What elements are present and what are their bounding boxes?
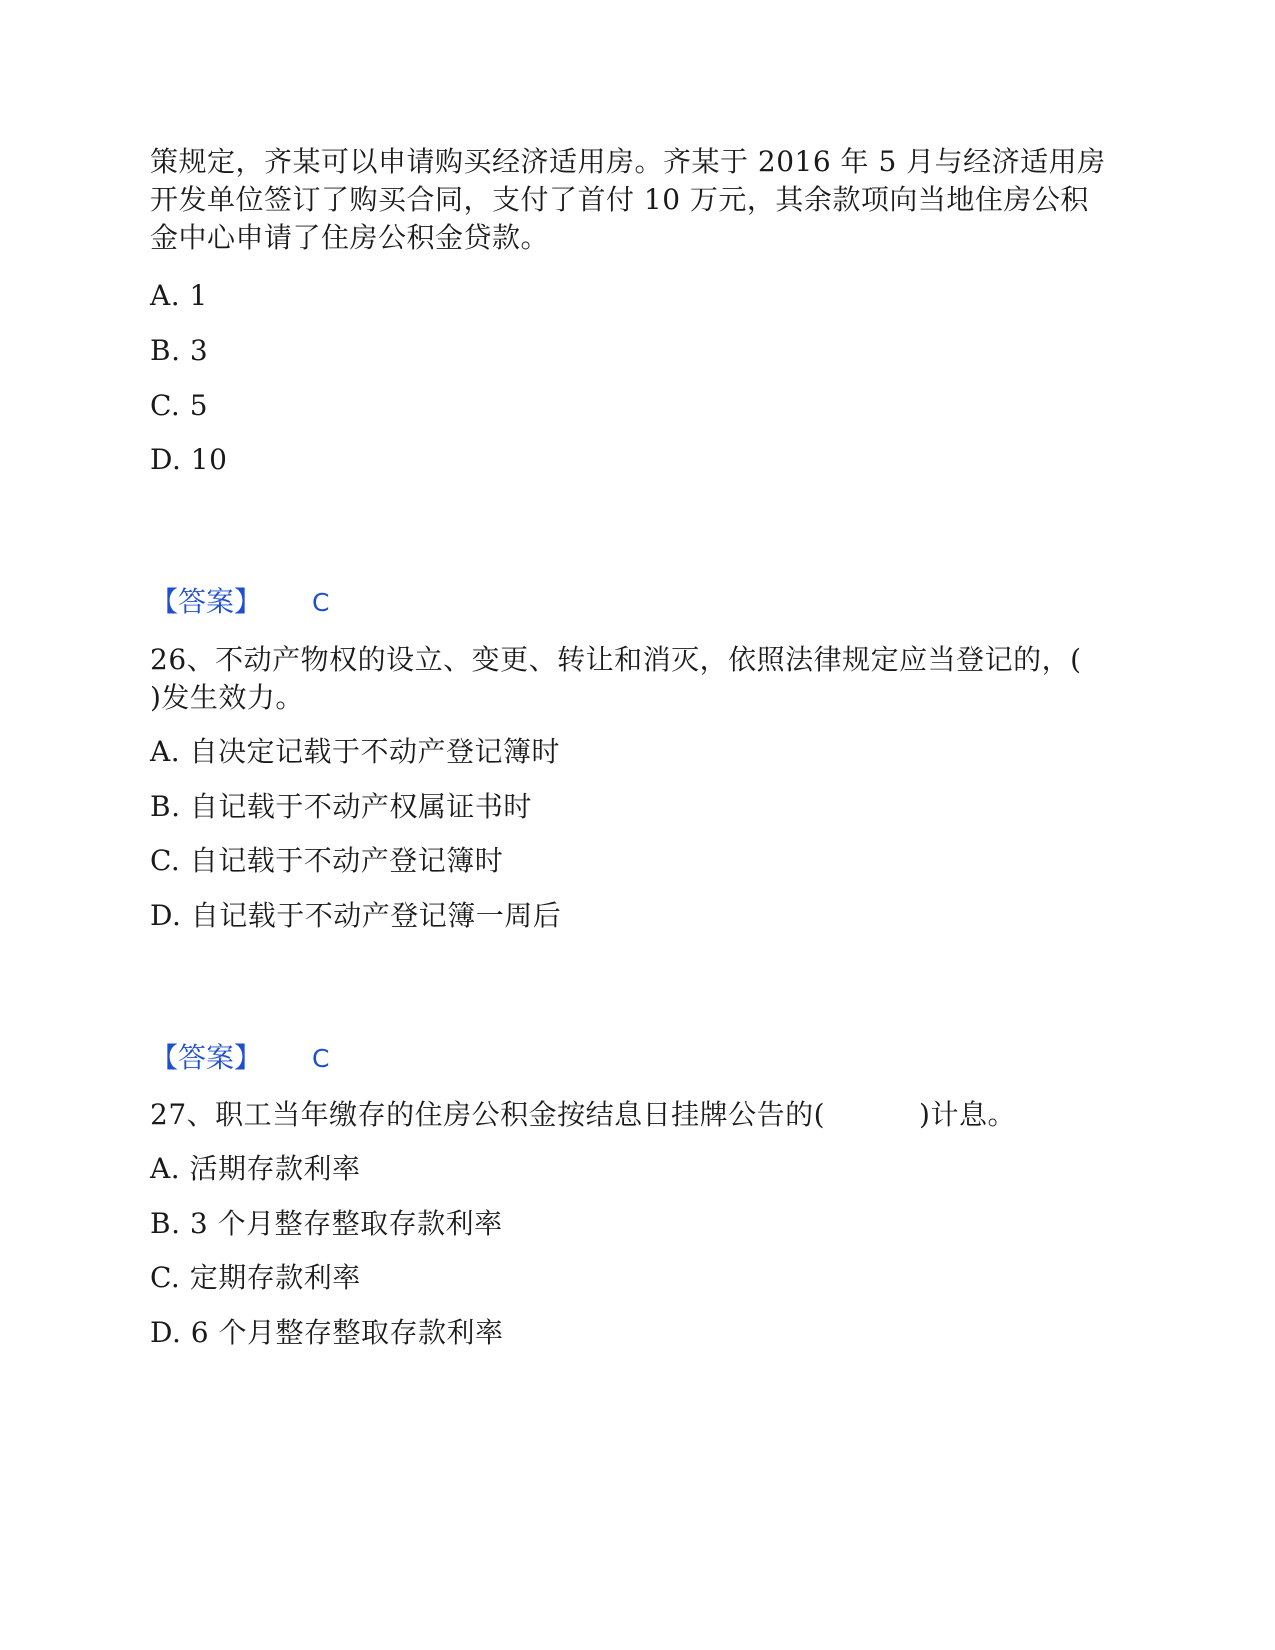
q25-answer: [150, 582, 329, 623]
q27-option-b: B. 3 个月整存整取存款利率: [150, 1207, 503, 1240]
q25-stem-line-1: 策规定，齐某可以申请购买经济适用房。齐某于 2016 年 5 月与经济适用房: [150, 145, 1106, 178]
q25-answer-value: C: [312, 588, 330, 617]
q26-answer-label: 【答案】: [150, 1041, 263, 1074]
q27-option-d: D. 6 个月整存整取存款利率: [150, 1316, 504, 1349]
q26-stem-line-1: 26、不动产物权的设立、变更、转让和消灭，依照法律规定应当登记的，(: [150, 643, 1082, 676]
q27-option-a: A. 活期存款利率: [150, 1152, 361, 1185]
q25-answer-label: 【答案】: [150, 585, 263, 618]
q26-answer: [150, 1038, 329, 1079]
q25-option-c: C. 5: [150, 389, 209, 422]
q25-option-a: A. 1: [150, 279, 208, 312]
q25-option-b: B. 3: [150, 334, 209, 367]
q26-option-c: C. 自记载于不动产登记簿时: [150, 844, 504, 877]
q25-stem-line-3: 金中心申请了住房公积金贷款。: [150, 221, 550, 254]
q26-option-a: A. 自决定记载于不动产登记簿时: [150, 735, 561, 768]
q25-stem-line-2: 开发单位签订了购买合同，支付了首付 10 万元，其余款项向当地住房公积: [150, 183, 1089, 216]
q26-option-b: B. 自记载于不动产权属证书时: [150, 790, 532, 823]
q27-stem-line-1: 27、职工当年缴存的住房公积金按结息日挂牌公告的( )计息。: [150, 1098, 1016, 1131]
q26-answer-value: C: [312, 1044, 330, 1073]
q26-option-d: D. 自记载于不动产登记簿一周后: [150, 899, 562, 932]
q25-option-d: D. 10: [150, 443, 228, 476]
q27-option-c: C. 定期存款利率: [150, 1261, 361, 1294]
q26-stem-line-2: )发生效力。: [150, 681, 304, 714]
